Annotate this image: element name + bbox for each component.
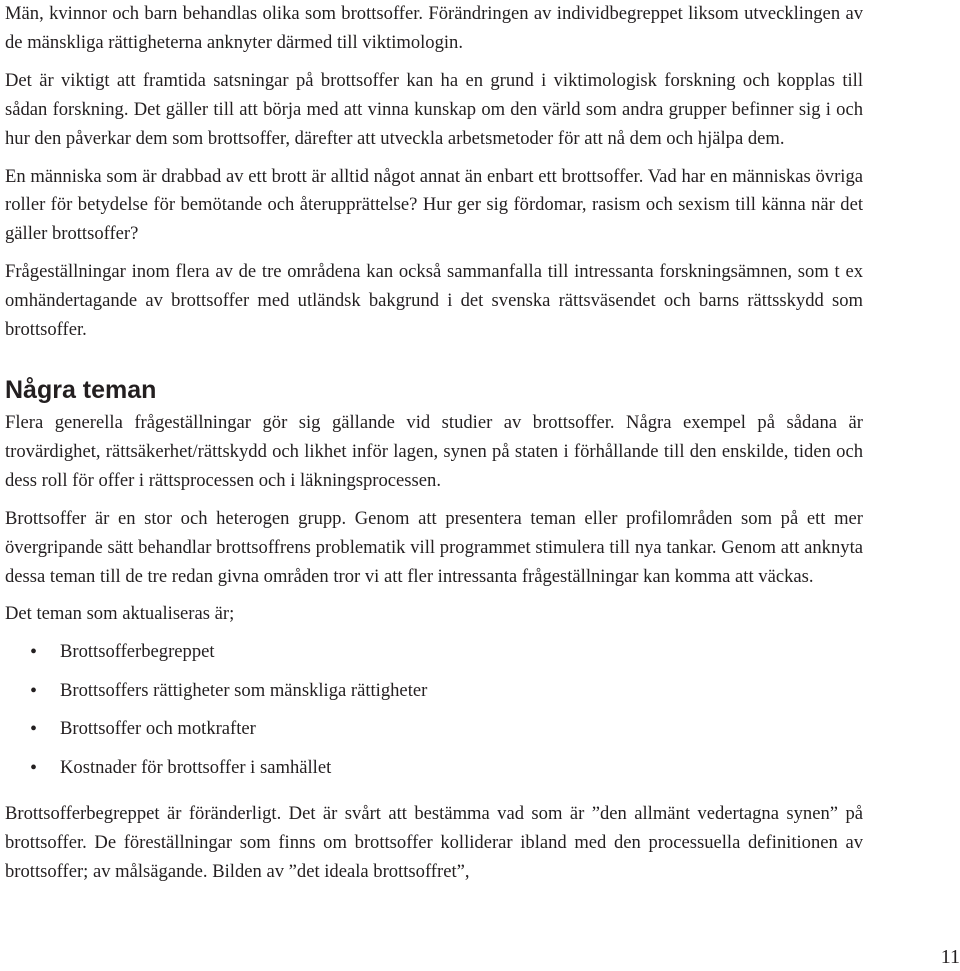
page-content [5, 0, 863, 896]
list-item [5, 715, 863, 754]
paragraph: Flera generella frågeställningar gör sig gällande vid studier av brottsoffer. Några exempel på sådana är trovärdighet, rättsäkerhet/rättskydd och likhet inför lagen, synen på staten i förhållande till den enskilde, tiden och dess roll för offer i rättsprocessen och i läkningsprocessen. [5, 411, 863, 491]
list-item [5, 754, 863, 793]
list-item-text: Brottsoffers rättigheter som mänskliga rättigheter [60, 679, 428, 701]
bullet-icon: • [30, 756, 38, 779]
paragraph: Det teman som aktualiseras är; [5, 603, 235, 625]
list-item [5, 638, 863, 677]
bullet-icon: • [30, 641, 38, 664]
page-number: 11 [940, 946, 960, 968]
list-item-text: Brottsofferbegreppet [60, 641, 215, 663]
list-item-text: Kostnader för brottsoffer i samhället [60, 756, 332, 778]
list-item [5, 677, 863, 716]
paragraph: Det är viktigt att framtida satsningar på brottsoffer kan ha en grund i viktimologisk forskning och kopplas till sådan forskning. Det gäller till att börja med att vinna kunskap om den värld som andra grupper befinner sig i och hur den påverkar dem som brottsoffer, därefter att utveckla arbetsmetoder för att nå dem och hjälpa dem. [5, 69, 863, 149]
paragraph: Frågeställningar inom flera av de tre områdena kan också sammanfalla till intressanta forskningsämnen, som t ex omhändertagande av brottsoffer med utländsk bakgrund i det svenska rättsväsendet och barns rättsskydd som brottsoffer. [5, 261, 863, 341]
themes-list [5, 638, 863, 792]
bullet-icon: • [30, 718, 38, 741]
paragraph: En människa som är drabbad av ett brott är alltid något annat än enbart ett brottsoffer. Vad har en människas övriga roller för betydelse för bemötande och återupprättelse? Hur ger sig fördomar, rasism och sexism till känna när det gäller brottsoffer? [5, 165, 863, 245]
paragraph: Brottsofferbegreppet är föränderligt. Det är svårt att bestämma vad som är ”den allmänt vedertagna synen” på brottsoffer. De föreställningar som finns om brottsoffer kolliderar ibland med den processuella definitionen av brottsoffer; av målsägande. Bilden av ”det ideala brottsoffret”, [5, 803, 863, 883]
bullet-icon: • [30, 679, 38, 702]
section-heading: Några teman [5, 375, 157, 404]
list-item-text: Brottsoffer och motkrafter [60, 718, 256, 740]
paragraph: Brottsoffer är en stor och heterogen grupp. Genom att presentera teman eller profilområden som på ett mer övergripande sätt behandlar brottsoffrens problematik vill programmet stimulera till nya tankar. Genom att anknyta dessa teman till de tre redan givna områden tror vi att fler intressanta frågeställningar kan komma att väckas. [5, 507, 863, 587]
paragraph: Män, kvinnor och barn behandlas olika som brottsoffer. Förändringen av individbegreppet liksom utvecklingen av de mänskliga rättigheterna anknyter därmed till viktimologin. [5, 3, 863, 53]
